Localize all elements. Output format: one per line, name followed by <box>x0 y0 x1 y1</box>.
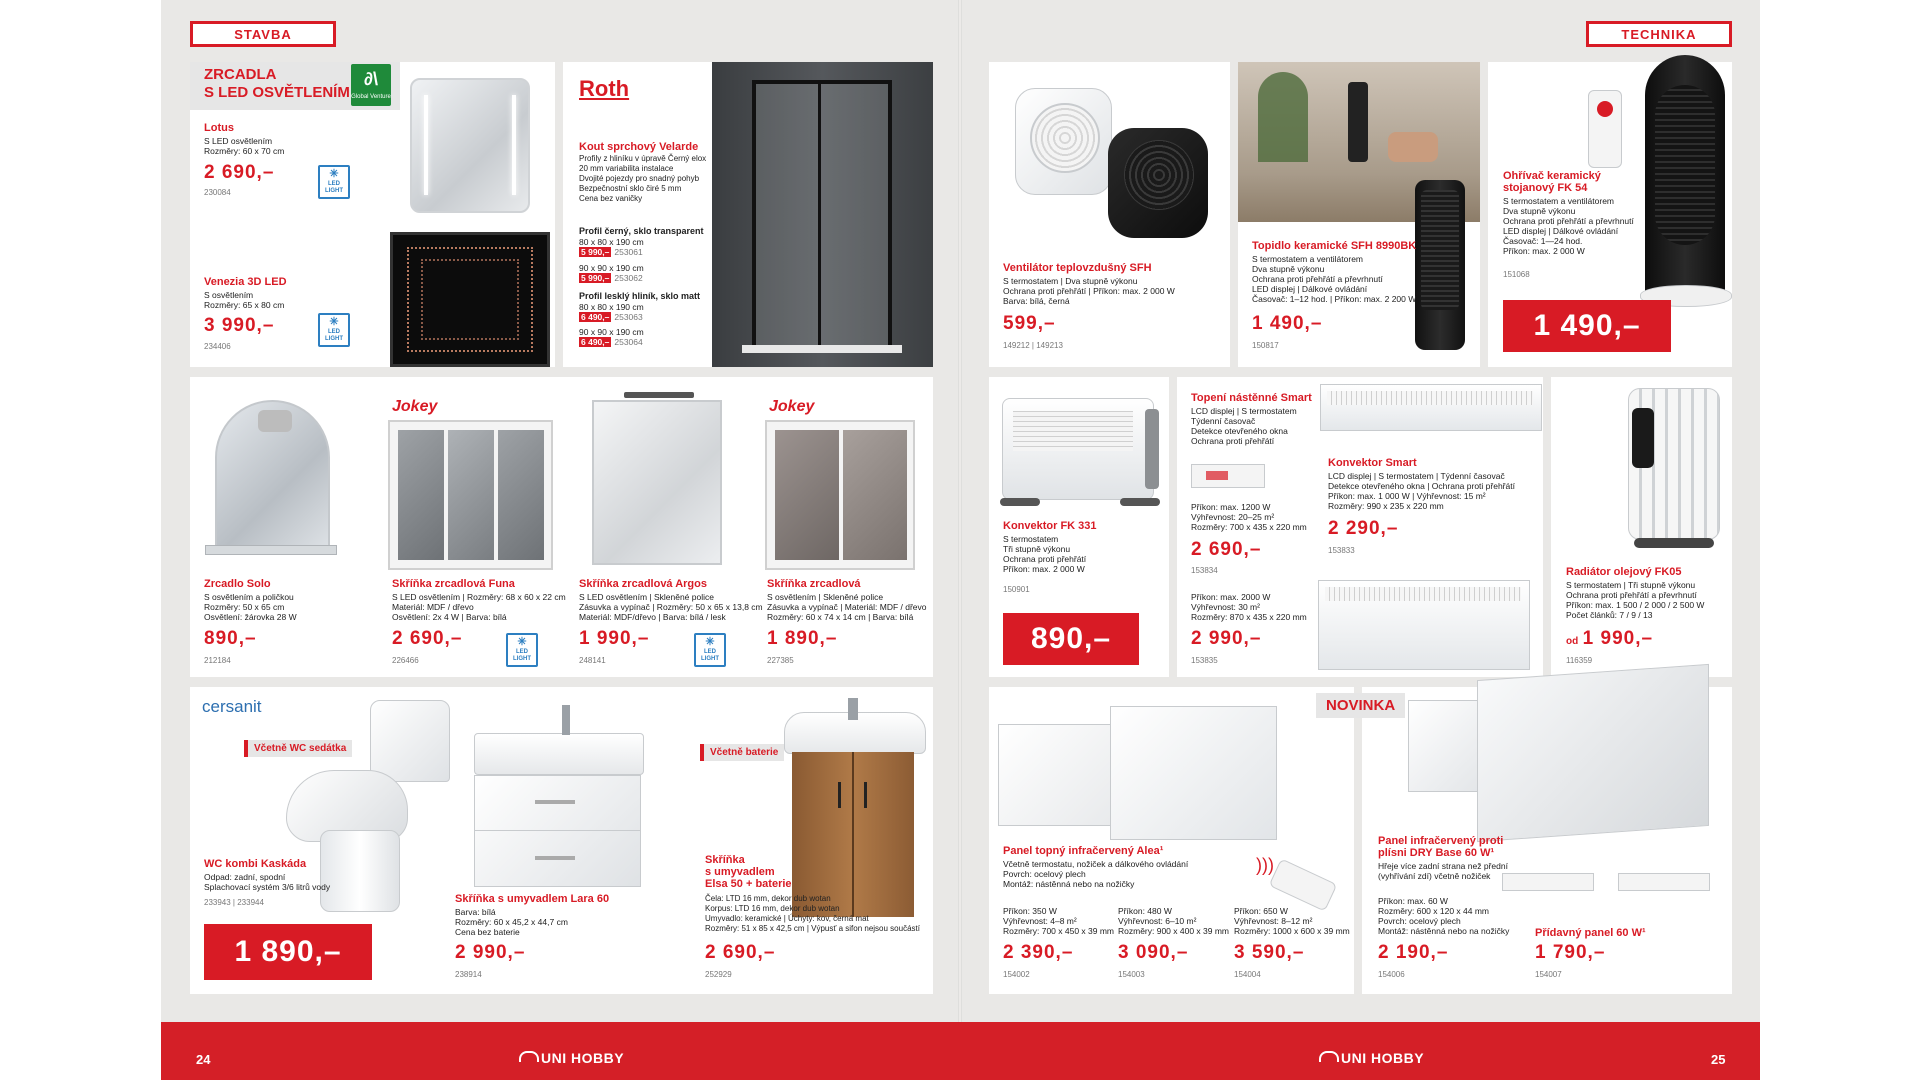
elsa-code: 252929 <box>705 970 732 979</box>
fk54-price-box: 1 490,– <box>1503 300 1671 352</box>
elsa-tag: Včetně baterie <box>700 744 784 761</box>
zrcadlova-price: 1 890,– <box>767 628 838 649</box>
mirrors-header-title: ZRCADLA S LED OSVĚTLENÍM <box>204 66 350 101</box>
global-venture-logo: ∂\ Global Venture <box>351 64 391 106</box>
venezia-price: 3 990,– <box>204 315 275 336</box>
shower-image <box>712 62 933 367</box>
alea-name: Panel topný infračervený Alea¹ <box>1003 845 1164 857</box>
page-number-right[interactable]: 25 <box>1711 1052 1726 1067</box>
venezia-mirror-image <box>390 232 550 367</box>
elsa-cabinet-image <box>782 698 927 923</box>
velarde-sub2b-price: 6 490,– <box>581 337 610 347</box>
smart-wall-display-image <box>1191 464 1265 488</box>
page-gutter <box>958 0 962 1080</box>
alea-price2: 3 090,– <box>1118 942 1189 963</box>
kaskada-name: WC kombi Kaskáda <box>204 858 307 870</box>
led-badge-text: LED LIGHT <box>513 649 531 662</box>
funa-code: 226466 <box>392 656 419 665</box>
alea-variant3: Příkon: 650 W Výhřevnost: 8–12 m² Rozměry: 1000 x 600 x 39 mm <box>1234 906 1350 936</box>
konvektor-smart-name: Konvektor Smart <box>1328 457 1417 469</box>
unihobby-logo-right[interactable] <box>1319 1050 1424 1066</box>
velarde-name: Kout sprchový Velarde <box>579 141 699 153</box>
lara-code: 238914 <box>455 970 482 979</box>
smart-wall-desc: LCD displej | S termostatem Týdenní časovač Detekce otevřeného okna Ochrana proti přehřátí <box>1191 406 1297 446</box>
fk331-convector-image <box>1002 398 1154 500</box>
alea-desc: Včetně termostatu, nožiček a dálkového ovládání Povrch: ocelový plech Montáž: nástěnná nebo na nožičky <box>1003 859 1189 889</box>
konvektor-smart-image <box>1320 384 1542 431</box>
sfh-desc: S termostatem | Dva stupně výkonu Ochrana proti přehřátí | Příkon: max. 2 000 W Barva: bílá, černá <box>1003 276 1175 306</box>
jokey-logo: Jokey <box>769 398 815 415</box>
kaskada-tag: Včetně WC sedátka <box>244 740 352 757</box>
solo-price: 890,– <box>204 628 257 649</box>
velarde-sub1b-dim: 90 x 90 x 190 cm <box>579 263 644 273</box>
venezia-name: Venezia 3D LED <box>204 276 287 288</box>
fk54-name: Ohřívač keramický stojanový FK 54 <box>1503 170 1601 194</box>
velarde-sub1a-code: 253061 <box>614 247 643 257</box>
smart-wall-heater-image <box>1318 580 1530 670</box>
fk54-code: 151068 <box>1503 270 1530 279</box>
sfh-white-heater-image <box>1015 88 1112 195</box>
kaskada-price-box: 1 890,– <box>204 924 372 980</box>
novinka-badge: NOVINKA <box>1316 693 1405 718</box>
konvektor-smart-desc: LCD displej | S termostatem | Týdenní časovač Detekce otevřeného okna | Ochrana proti přehřátí Příkon: max. 1 000 W | Výhřevnost: 15 m² Rozměry: 990 x 235 x 220 mm <box>1328 471 1515 511</box>
fk54-remote-image <box>1588 90 1622 168</box>
footer-band <box>161 1022 1760 1080</box>
global-venture-label: Global Venture <box>351 94 391 100</box>
zrcadlova-name: Skříňka zrcadlová <box>767 578 861 590</box>
fk05-price <box>1566 628 1653 650</box>
velarde-sub1b-code: 253062 <box>614 273 643 283</box>
lotus-code: 230084 <box>204 188 231 197</box>
smart-wall-name: Topení nástěnné Smart <box>1191 392 1312 404</box>
dry-code: 154006 <box>1378 970 1405 979</box>
funa-desc: S LED osvětlením | Rozměry: 68 x 60 x 22 cm Materiál: MDF / dřevo Osvětlení: 2x 4 W | Barva: bílá <box>392 592 566 622</box>
solo-name: Zrcadlo Solo <box>204 578 271 590</box>
dry-price: 2 190,– <box>1378 942 1449 963</box>
alea-code2: 154003 <box>1118 970 1145 979</box>
dry-name: Panel infračervený proti plísni DRY Base 60 W¹ <box>1378 835 1504 859</box>
led-light-badge: ✳ LED LIGHT <box>318 165 350 199</box>
sfh8990-heater-image <box>1415 180 1465 350</box>
elsa-price: 2 690,– <box>705 942 776 963</box>
jokey-logo: Jokey <box>392 398 438 415</box>
led-light-badge: ✳ LED LIGHT <box>318 313 350 347</box>
alea-panel-front-image <box>1110 706 1277 840</box>
sfh-black-heater-image <box>1108 128 1208 238</box>
velarde-sub2a-price: 6 490,– <box>581 312 610 322</box>
velarde-desc: Profily z hliníku v úpravě Černý elox 20 mm variabilita instalace Dvojité pojezdy pro snadný pohyb Bezpečnostní sklo čiré 5 mm Cena bez vaničky <box>579 154 707 203</box>
velarde-sub2a <box>579 302 644 322</box>
fk54-desc: S termostatem a ventilátorem Dva stupně výkonu Ochrana proti přehřátí a převrhnutí LED displej | Dálkové ovládání Časovač: 1—24 hod. Příkon: max. 2 000 W <box>1503 196 1634 256</box>
argos-cabinet-image <box>592 400 722 565</box>
velarde-sub1a-dim: 80 x 80 x 190 cm <box>579 237 644 247</box>
alea-price3: 3 590,– <box>1234 942 1305 963</box>
venezia-desc: S osvětlením Rozměry: 65 x 80 cm <box>204 290 285 310</box>
velarde-sub2a-dim: 80 x 80 x 190 cm <box>579 302 644 312</box>
fk05-name: Radiátor olejový FK05 <box>1566 566 1682 578</box>
lotus-price: 2 690,– <box>204 162 275 183</box>
smart-wall-price2: 2 990,– <box>1191 628 1262 649</box>
konvektor-smart-code: 153833 <box>1328 546 1355 555</box>
dry-panel-main-image <box>1477 664 1709 842</box>
velarde-sub2b-dim: 90 x 90 x 190 cm <box>579 327 644 337</box>
dry-spec: Příkon: max. 60 W Rozměry: 600 x 120 x 44 mm Povrch: ocelový plech Montáž: nástěnná nebo na nožičky <box>1378 896 1510 936</box>
kaskada-code: 233943 | 233944 <box>204 898 264 907</box>
house-icon <box>1319 1051 1339 1062</box>
lara-desc: Barva: bílá Rozměry: 60 x 45,2 x 44,7 cm Cena bez baterie <box>455 907 568 937</box>
alea-variant1: Příkon: 350 W Výhřevnost: 4–8 m² Rozměry: 700 x 450 x 39 mm <box>1003 906 1115 936</box>
lotus-mirror-image <box>410 78 530 213</box>
velarde-sub1-title: Profil černý, sklo transparent <box>579 226 704 236</box>
led-badge-text: LED LIGHT <box>325 329 343 342</box>
pridavny-name: Přídavný panel 60 W¹ <box>1535 927 1646 939</box>
funa-price: 2 690,– <box>392 628 463 649</box>
velarde-sub1b <box>579 263 644 283</box>
pridavny-panel-image <box>1502 873 1712 895</box>
solo-lamp-icon <box>258 410 292 432</box>
argos-code: 248141 <box>579 656 606 665</box>
lara-price: 2 990,– <box>455 942 526 963</box>
unihobby-logo-left[interactable] <box>519 1050 624 1066</box>
led-light-badge: ✳ LED LIGHT <box>506 633 538 667</box>
smart-wall-code2: 153835 <box>1191 656 1218 665</box>
fk331-code: 150901 <box>1003 585 1030 594</box>
velarde-sub2a-code: 253063 <box>614 312 643 322</box>
fk05-price-value: 1 990,– <box>1582 628 1654 649</box>
smart-wall-code: 153834 <box>1191 566 1218 575</box>
section-tag-technika[interactable]: TECHNIKA <box>1586 21 1732 47</box>
fk54-heater-image <box>1645 55 1725 300</box>
velarde-sub1a <box>579 237 644 257</box>
smart-wall-spec2: Příkon: max. 2000 W Výhřevnost: 30 m² Rozměry: 870 x 435 x 220 mm <box>1191 592 1307 622</box>
fk331-desc: S termostatem Tři stupně výkonu Ochrana proti přehřátí Příkon: max. 2 000 W <box>1003 534 1087 574</box>
sfh8990-name: Topidlo keramické SFH 8990BK <box>1252 240 1417 252</box>
velarde-sub1a-price: 5 990,– <box>581 247 610 257</box>
alea-code1: 154002 <box>1003 970 1030 979</box>
elsa-name: Skříňka s umyvadlem Elsa 50 + baterie <box>705 854 792 890</box>
page-number-left[interactable]: 24 <box>196 1052 211 1067</box>
funa-cabinet-image <box>388 420 553 570</box>
elsa-desc: Čela: LTD 16 mm, dekor dub wotan Korpus: LTD 16 mm, dekor dub wotan Umyvadlo: keramické | Úchyty: kov, černá mat Rozměry: 51 x 85 x 42,5 cm | Výpusť a sifon nejsou součástí <box>705 894 920 933</box>
pridavny-price: 1 790,– <box>1535 942 1606 963</box>
fk331-feet-image <box>1000 498 1160 512</box>
konvektor-smart-price: 2 290,– <box>1328 518 1399 539</box>
fk05-desc: S termostatem | Tři stupně výkonu Ochrana proti přehřátí a převrhnutí Příkon: max. 1 500 / 2 000 / 2 500 W Počet článků: 7 / 9 / 13 <box>1566 580 1705 620</box>
led-badge-text: LED LIGHT <box>325 181 343 194</box>
solo-desc: S osvětlením a poličkou Rozměry: 50 x 65 cm Osvětlení: žárovka 28 W <box>204 592 297 622</box>
logo-text: UNI HOBBY <box>1341 1050 1425 1066</box>
velarde-sub2b <box>579 327 644 347</box>
zrcadlova-cabinet-image <box>765 420 915 570</box>
house-icon <box>519 1051 539 1062</box>
sfh-name: Ventilátor teplovzdušný SFH <box>1003 262 1152 274</box>
fk331-price-box: 890,– <box>1003 613 1139 665</box>
roth-logo: Roth <box>579 76 630 101</box>
logo-text: UNI HOBBY <box>541 1050 625 1066</box>
zrcadlova-desc: S osvětlením | Skleněné police Zásuvka a vypínač | Materiál: MDF / dřevo Rozměry: 60 x 74 x 14 cm | Barva: bílá <box>767 592 927 622</box>
led-badge-text: LED LIGHT <box>701 649 719 662</box>
solo-code: 212184 <box>204 656 231 665</box>
lotus-desc: S LED osvětlením Rozměry: 60 x 70 cm <box>204 136 285 156</box>
fk05-radiator-image <box>1628 388 1718 548</box>
smart-wall-price: 2 690,– <box>1191 539 1262 560</box>
velarde-sub2-title: Profil lesklý hliník, sklo matt <box>579 291 701 301</box>
lara-cabinet-image <box>474 705 644 890</box>
fk05-price-prefix: od <box>1566 636 1579 647</box>
venezia-code: 234406 <box>204 342 231 351</box>
zrcadlova-code: 227385 <box>767 656 794 665</box>
sfh8990-code: 150817 <box>1252 341 1279 350</box>
fk05-code: 116359 <box>1566 656 1593 665</box>
alea-code3: 154004 <box>1234 970 1261 979</box>
kaskada-desc: Odpad: zadní, spodní Splachovací systém 3/6 litrů vody <box>204 872 331 892</box>
sfh-code: 149212 | 149213 <box>1003 341 1063 350</box>
section-tag-stavba[interactable]: STAVBA <box>190 21 336 47</box>
pridavny-code: 154007 <box>1535 970 1562 979</box>
led-light-badge: ✳ LED LIGHT <box>694 633 726 667</box>
sfh8990-desc: S termostatem a ventilátorem Dva stupně výkonu Ochrana proti přehřátí a převrhnutí LED displej | Dálkové ovládání Časovač: 1–12 hod. | Příkon: max. 2 200 W <box>1252 254 1417 304</box>
cersanit-logo: cersanit <box>202 697 262 716</box>
funa-name: Skříňka zrcadlová Funa <box>392 578 515 590</box>
sfh8990-price: 1 490,– <box>1252 313 1323 334</box>
smart-wall-spec: Příkon: max. 1200 W Výhřevnost: 20–25 m² Rozměry: 700 x 435 x 220 mm <box>1191 502 1307 532</box>
velarde-sub2b-code: 253064 <box>614 337 643 347</box>
dry-desc: Hřeje více zadní strana než přední (vyhřívání zdí) včetně nožiček <box>1378 861 1508 881</box>
alea-price1: 2 390,– <box>1003 942 1074 963</box>
lotus-name: Lotus <box>204 122 234 134</box>
argos-name: Skříňka zrcadlová Argos <box>579 578 707 590</box>
solo-shelf <box>205 545 337 555</box>
velarde-sub1b-price: 5 990,– <box>581 273 610 283</box>
fk331-name: Konvektor FK 331 <box>1003 520 1097 532</box>
lara-name: Skříňka s umyvadlem Lara 60 <box>455 893 610 905</box>
alea-variant2: Příkon: 480 W Výhřevnost: 6–10 m² Rozměry: 900 x 400 x 39 mm <box>1118 906 1230 936</box>
argos-price: 1 990,– <box>579 628 650 649</box>
argos-desc: S LED osvětlením | Skleněné police Zásuvka a vypínač | Rozměry: 50 x 65 x 13,8 cm Materiál: MDF/dřevo | Barva: bílá / lesk <box>579 592 763 622</box>
alea-wifi-icon: ))) <box>1256 855 1274 875</box>
sfh-price: 599,– <box>1003 313 1056 334</box>
